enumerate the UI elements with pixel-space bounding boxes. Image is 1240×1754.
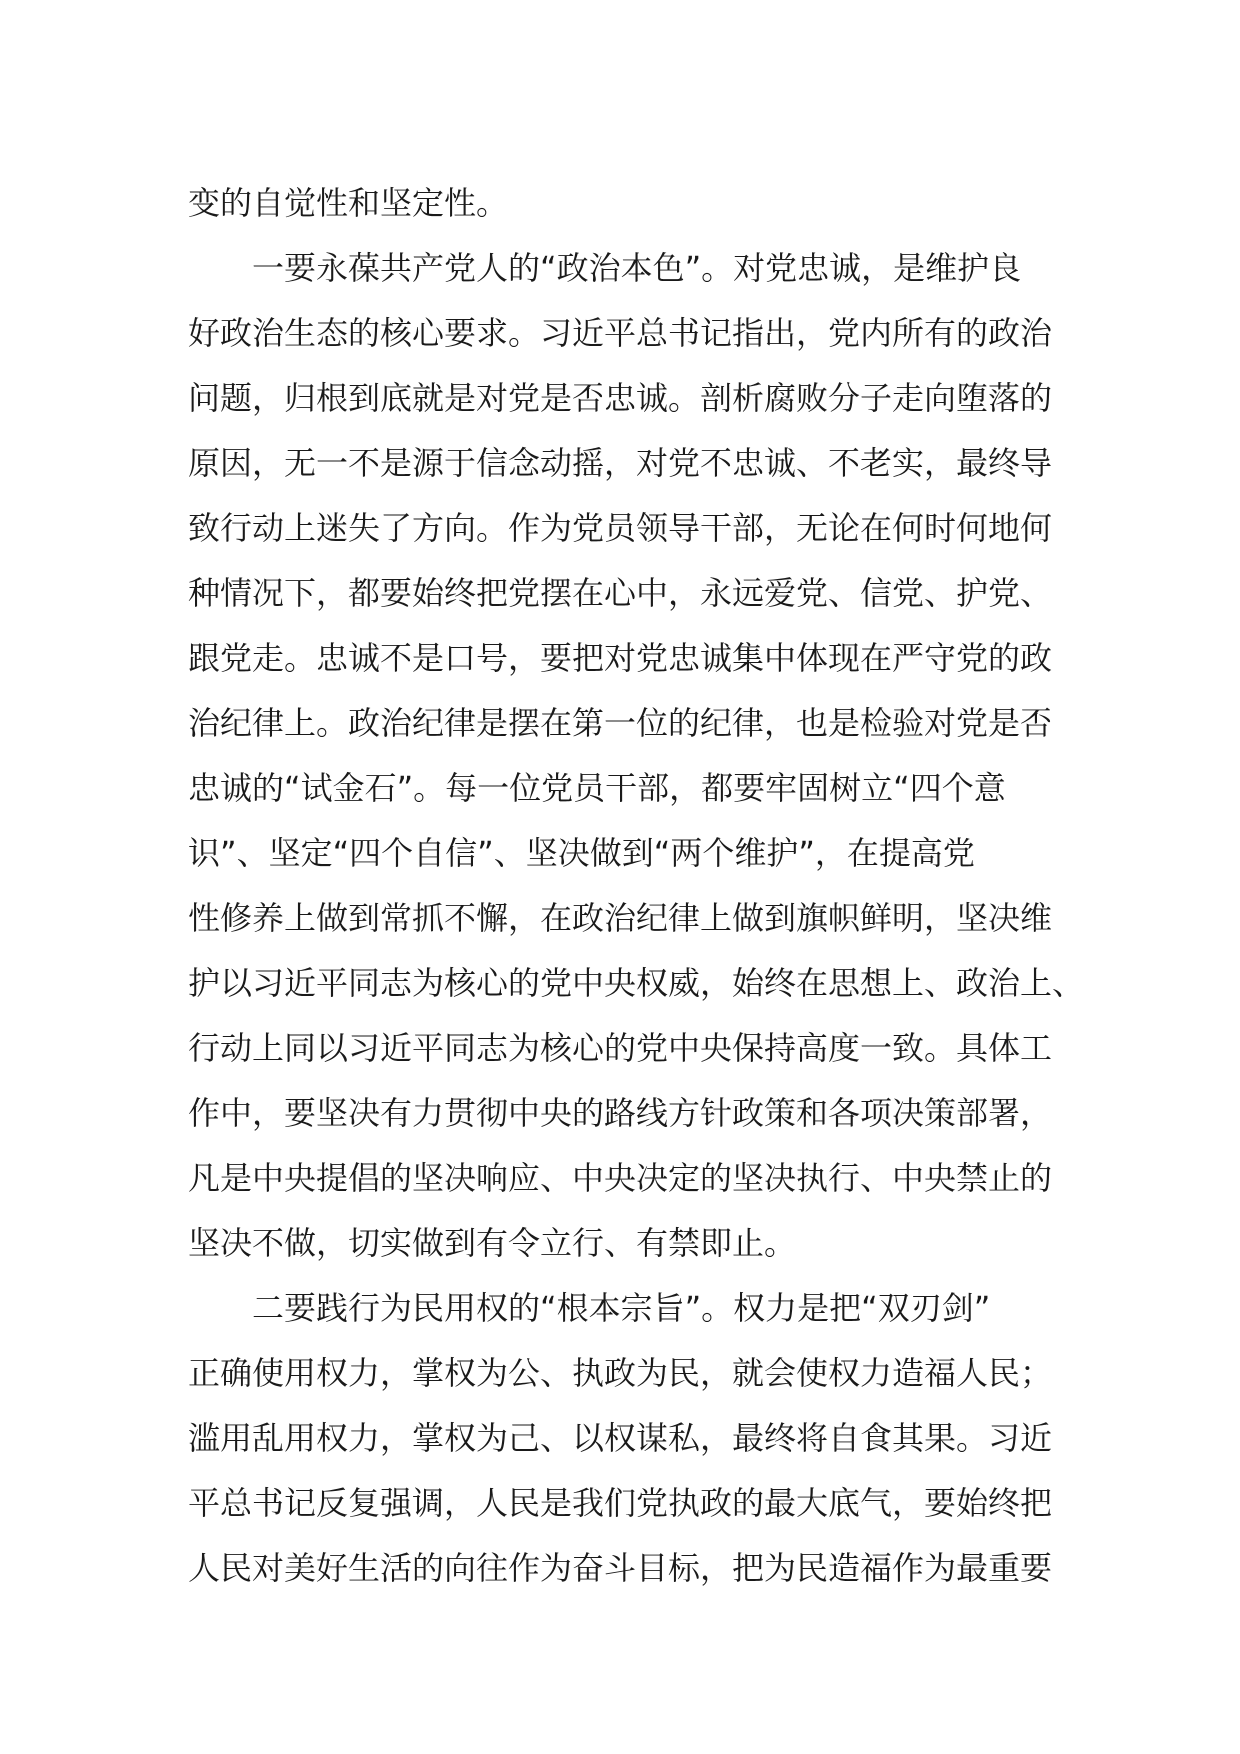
- text-line-14: 行动上同以习近平同志为核心的党中央保持高度一致。具体工: [188, 1029, 1053, 1067]
- text-line-13: 护以习近平同志为核心的党中央权威，始终在思想上、政治上、: [188, 964, 1085, 1002]
- text-line-20: 滥用乱用权力，掌权为己、以权谋私，最终将自食其果。习近: [188, 1419, 1053, 1457]
- text-line-19: 正确使用权力，掌权为公、执政为民，就会使权力造福人民；: [188, 1354, 1053, 1392]
- text-line-9: 治纪律上。政治纪律是摆在第一位的纪律，也是检验对党是否: [188, 704, 1053, 742]
- body-text: [188, 171, 1085, 1601]
- text-line-4: 问题，归根到底就是对党是否忠诚。剖析腐败分子走向堕落的: [188, 379, 1053, 417]
- text-line-16: 凡是中央提倡的坚决响应、中央决定的坚决执行、中央禁止的: [188, 1159, 1053, 1197]
- text-line-11: 识”、坚定“四个自信”、坚决做到“两个维护”，在提高党: [188, 834, 975, 872]
- text-line-17: 坚决不做，切实做到有令立行、有禁即止。: [188, 1224, 797, 1262]
- text-line-22: 人民对美好生活的向往作为奋斗目标，把为民造福作为最重要: [188, 1549, 1053, 1587]
- text-line-15: 作中，要坚决有力贯彻中央的路线方针政策和各项决策部署，: [188, 1094, 1053, 1132]
- text-line-3: 好政治生态的核心要求。习近平总书记指出，党内所有的政治: [188, 314, 1053, 352]
- text-line-10: 忠诚的“试金石”。每一位党员干部，都要牢固树立“四个意: [188, 769, 1006, 807]
- paragraph-2-start: 二要践行为民用权的“根本宗旨”。权力是把“双刃剑”: [252, 1289, 991, 1327]
- text-line-8: 跟党走。忠诚不是口号，要把对党忠诚集中体现在严守党的政: [188, 639, 1053, 677]
- text-line-5: 原因，无一不是源于信念动摇，对党不忠诚、不老实，最终导: [188, 444, 1053, 482]
- paragraph-1-start: 一要永葆共产党人的“政治本色”。对党忠诚，是维护良: [252, 249, 1022, 287]
- text-line-21: 平总书记反复强调，人民是我们党执政的最大底气，要始终把: [188, 1484, 1053, 1522]
- text-line-7: 种情况下，都要始终把党摆在心中，永远爱党、信党、护党、: [188, 574, 1053, 612]
- text-line-12: 性修养上做到常抓不懈，在政治纪律上做到旗帜鲜明，坚决维: [188, 899, 1053, 937]
- text-line-1: 变的自觉性和坚定性。: [188, 184, 509, 222]
- text-line-6: 致行动上迷失了方向。作为党员领导干部，无论在何时何地何: [188, 509, 1053, 547]
